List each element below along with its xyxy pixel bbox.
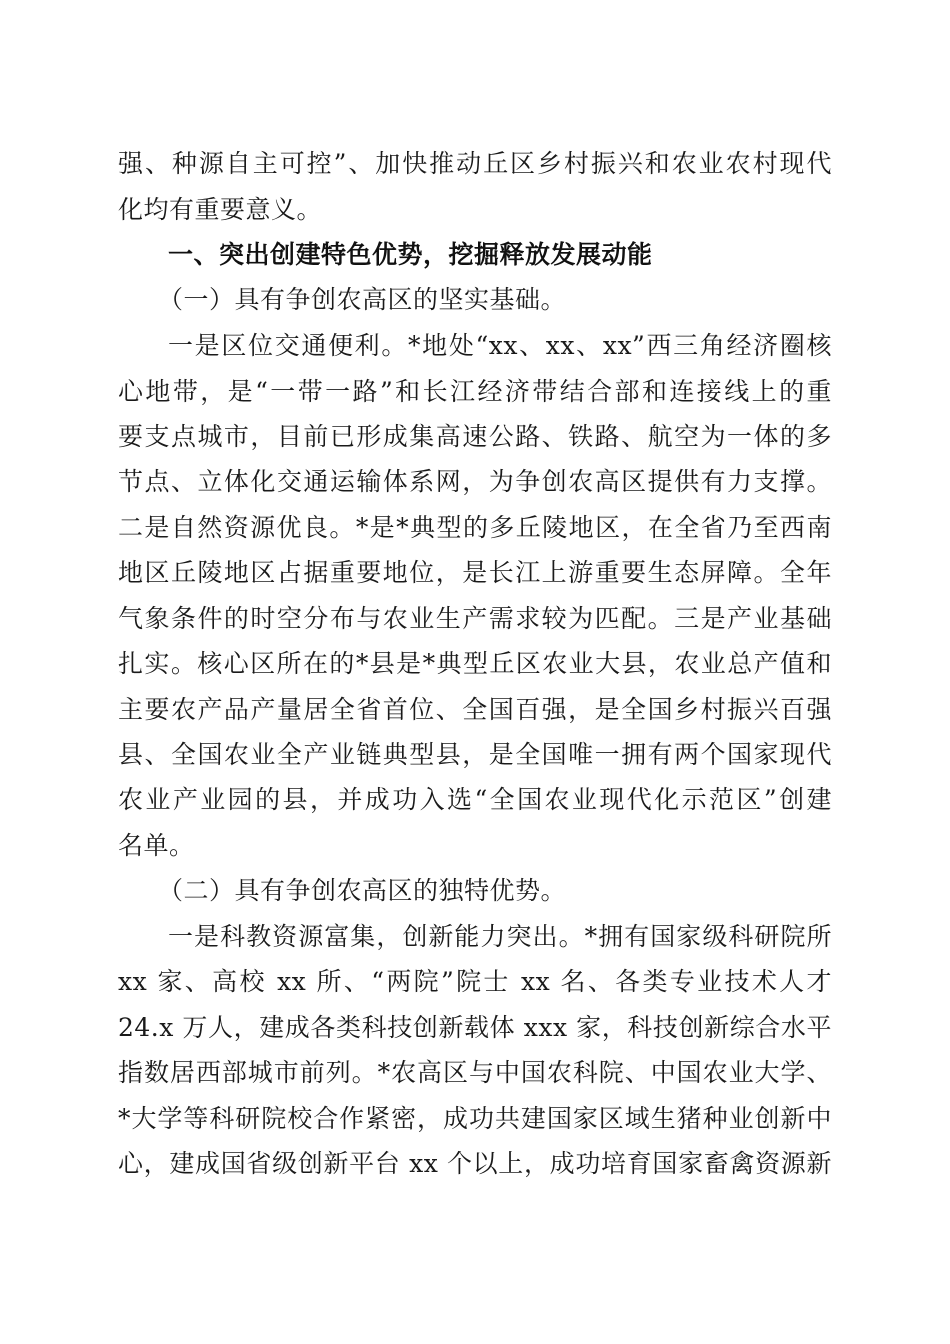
paragraph-line: 要支点城市，目前已形成集高速公路、铁路、航空为一体的多 <box>118 422 832 451</box>
paragraph-line: *大学等科研院校合作紧密，成功共建国家区域生猪种业创新中 <box>118 1104 832 1133</box>
section-heading: 一、突出创建特色优势，挖掘释放发展动能 <box>168 240 653 269</box>
intro-line-1: 强、种源自主可控”、加快推动丘区乡村振兴和农业农村现代 <box>118 149 832 178</box>
paragraph-line: 心地带，是“一带一路”和长江经济带结合部和连接线上的重 <box>118 377 832 406</box>
paragraph-line: 二是自然资源优良。*是*典型的多丘陵地区，在全省乃至西南 <box>118 513 832 542</box>
paragraph-line: 扎实。核心区所在的*县是*典型丘区农业大县，农业总产值和 <box>118 649 832 678</box>
paragraph-line: 指数居西部城市前列。*农高区与中国农科院、中国农业大学、 <box>118 1058 832 1087</box>
paragraph-line: 24.x 万人，建成各类科技创新载体 xxx 家，科技创新综合水平 <box>118 1013 832 1042</box>
paragraph-line: 地区丘陵地区占据重要地位，是长江上游重要生态屏障。全年 <box>118 558 832 587</box>
paragraph-line: 农业产业园的县，并成功入选“全国农业现代化示范区”创建 <box>118 785 832 814</box>
paragraph-line: 县、全国农业全产业链典型县，是全国唯一拥有两个国家现代 <box>118 740 832 769</box>
paragraph-line: 心，建成国省级创新平台 xx 个以上，成功培育国家畜禽资源新 <box>118 1149 832 1178</box>
subsection-1-heading: （一）具有争创农高区的坚实基础。 <box>158 285 567 314</box>
paragraph-line: 一是区位交通便利。*地处“xx、xx、xx”西三角经济圈核 <box>168 331 832 360</box>
paragraph-line: 一是科教资源富集，创新能力突出。*拥有国家级科研院所 <box>168 922 832 951</box>
paragraph-line: 名单。 <box>118 831 195 860</box>
paragraph-line: xx 家、高校 xx 所、“两院”院士 xx 名、各类专业技术人才 <box>118 967 832 996</box>
intro-line-2: 化均有重要意义。 <box>118 195 323 224</box>
paragraph-line: 节点、立体化交通运输体系网，为争创农高区提供有力支撑。 <box>118 467 832 496</box>
paragraph-line: 气象条件的时空分布与农业生产需求较为匹配。三是产业基础 <box>118 604 832 633</box>
subsection-2-heading: （二）具有争创农高区的独特优势。 <box>158 876 567 905</box>
paragraph-line: 主要农产品产量居全省首位、全国百强，是全国乡村振兴百强 <box>118 695 832 724</box>
